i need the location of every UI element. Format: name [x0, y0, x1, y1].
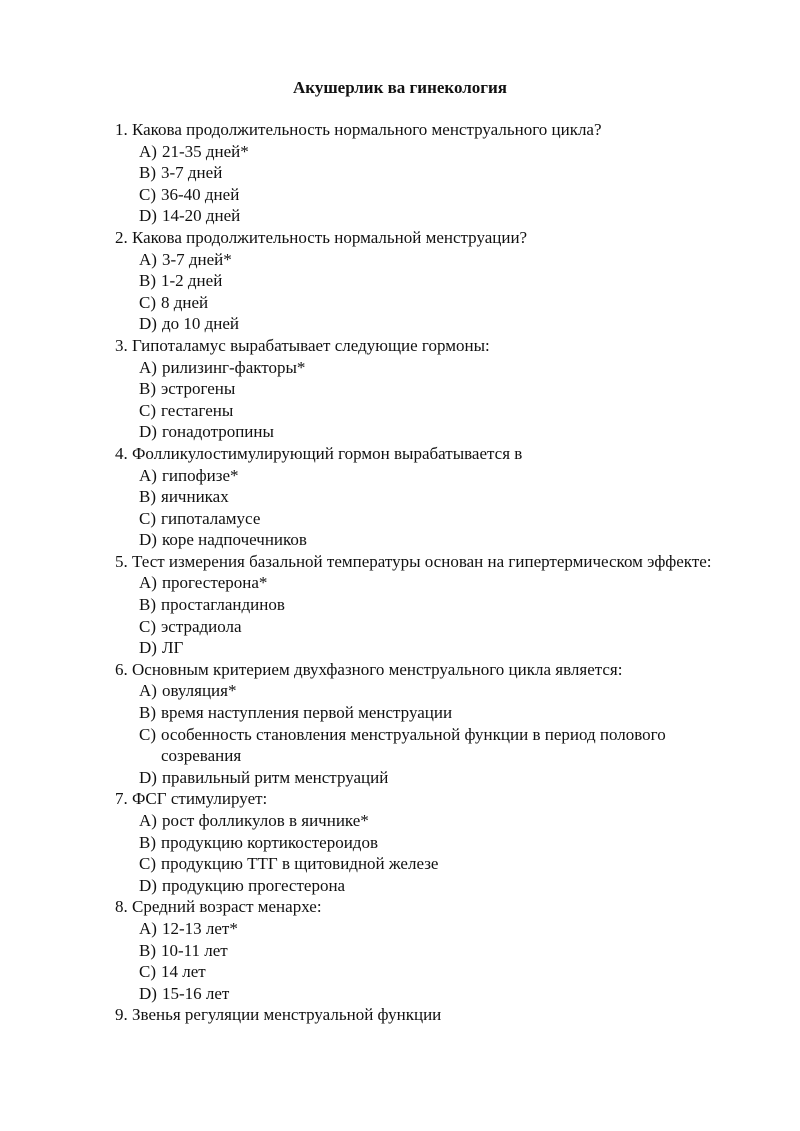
option-text: 8 дней	[161, 292, 209, 312]
question-text: 1. Какова продолжительность нормального менструального цикла?	[115, 120, 602, 139]
answer-option	[139, 680, 735, 702]
answer-option	[139, 853, 735, 875]
question-9	[115, 1004, 735, 1026]
answer-option	[139, 508, 735, 530]
option-letter: A)	[139, 357, 157, 377]
answer-option	[139, 940, 735, 962]
answer-option	[139, 141, 735, 163]
option-text: 36-40 дней	[161, 184, 240, 204]
option-letter: C)	[139, 292, 156, 312]
option-text: 3-7 дней*	[161, 249, 232, 269]
option-letter: C)	[139, 724, 156, 744]
answer-option	[139, 400, 735, 422]
answer-option	[139, 249, 735, 271]
option-text: гестагены	[161, 400, 234, 420]
question-text: 5. Тест измерения базальной температуры основан на гипертермическом эффекте:	[115, 551, 712, 571]
document-title: Акушерлик ва гинекология	[292, 78, 508, 97]
option-text: 3-7 дней	[161, 163, 223, 183]
option-letter: C)	[139, 508, 156, 528]
question-2	[115, 227, 735, 335]
option-letter: D)	[139, 530, 157, 550]
answer-option	[139, 918, 735, 940]
option-letter: A)	[139, 249, 157, 269]
option-text: рилизинг-факторы*	[161, 357, 306, 377]
option-text: 14-20 дней	[161, 206, 241, 226]
question-text: 6. Основным критерием двухфазного менструального цикла является:	[115, 659, 623, 679]
option-letter: C)	[139, 616, 156, 636]
option-letter: D)	[139, 638, 157, 658]
option-letter: B)	[139, 832, 156, 852]
question-1	[115, 119, 735, 227]
option-text: гипоталамусе	[161, 508, 261, 528]
option-text: до 10 дней	[161, 314, 239, 334]
option-text: особенность становления менструальной функции в период полового созревания	[161, 724, 666, 766]
option-letter: D)	[139, 422, 157, 442]
option-text: ЛГ	[161, 638, 184, 658]
question-7	[115, 788, 735, 896]
answer-option	[139, 357, 735, 379]
option-text: 12-13 лет*	[161, 918, 238, 938]
option-letter: B)	[139, 595, 156, 615]
option-letter: B)	[139, 940, 156, 960]
option-text: 15-16 лет	[161, 983, 230, 1003]
answer-option	[139, 205, 735, 227]
option-letter: A)	[139, 681, 157, 701]
option-letter: B)	[139, 703, 156, 723]
question-text: 7. ФСГ стимулирует:	[115, 789, 268, 809]
option-text: яичниках	[161, 487, 229, 507]
option-letter: A)	[139, 811, 157, 830]
option-letter: A)	[139, 465, 157, 485]
question-6	[115, 659, 735, 789]
option-text: правильный ритм менструаций	[161, 767, 389, 787]
option-letter: A)	[139, 141, 157, 161]
question-3	[115, 335, 735, 443]
answer-option	[139, 594, 735, 616]
option-letter: B)	[139, 271, 156, 291]
option-text: продукцию прогестерона	[161, 875, 346, 895]
answer-option	[139, 529, 735, 551]
question-list	[115, 119, 735, 1026]
option-text: гипофизе*	[161, 465, 239, 485]
option-text: коре надпочечников	[161, 530, 307, 550]
option-text: продукцию кортикостероидов	[161, 832, 378, 852]
answer-option	[139, 465, 735, 487]
answer-option	[139, 486, 735, 508]
option-text: 10-11 лет	[161, 940, 228, 960]
answer-option	[139, 767, 735, 789]
option-letter: C)	[139, 854, 156, 874]
option-letter: C)	[139, 400, 156, 420]
option-letter: A)	[139, 918, 157, 938]
option-text: рост фолликулов в яичнике*	[161, 811, 369, 830]
option-text: овуляция*	[161, 681, 237, 701]
answer-option	[139, 832, 735, 854]
question-4	[115, 443, 735, 551]
option-letter: B)	[139, 379, 156, 399]
answer-option	[139, 378, 735, 400]
answer-option	[139, 724, 735, 767]
option-text: 1-2 дней	[161, 271, 223, 291]
option-text: эстрадиола	[161, 616, 242, 636]
option-letter: D)	[139, 875, 157, 895]
option-letter: D)	[139, 767, 157, 787]
answer-option	[139, 270, 735, 292]
answer-option	[139, 702, 735, 724]
answer-option	[139, 421, 735, 443]
answer-option	[139, 875, 735, 897]
answer-option	[139, 572, 735, 594]
option-text: эстрогены	[161, 379, 236, 399]
option-letter: B)	[139, 487, 156, 507]
question-text: 4. Фолликулостимулирующий гормон вырабатывается в	[115, 443, 523, 463]
answer-option	[139, 313, 735, 335]
option-text: гонадотропины	[161, 422, 274, 442]
question-text: 2. Какова продолжительность нормальной менструации?	[115, 227, 528, 247]
answer-option	[139, 637, 735, 659]
question-text: 9. Звенья регуляции менструальной функции	[115, 1005, 442, 1025]
option-text: 21-35 дней*	[161, 141, 249, 161]
answer-option	[139, 616, 735, 638]
question-5	[115, 551, 735, 659]
answer-option	[139, 983, 735, 1005]
answer-option	[139, 292, 735, 314]
option-text: прогестерона*	[161, 573, 268, 593]
answer-option	[139, 184, 735, 206]
answer-option	[139, 162, 735, 184]
option-text: время наступления первой менструации	[161, 703, 453, 723]
answer-option	[139, 961, 735, 983]
question-text: 8. Средний возраст менархе:	[115, 897, 322, 917]
option-letter: D)	[139, 983, 157, 1003]
option-letter: A)	[139, 573, 157, 593]
option-text: простагландинов	[161, 595, 285, 615]
option-letter: D)	[139, 314, 157, 334]
option-text: 14 лет	[161, 962, 206, 982]
option-letter: C)	[139, 962, 156, 982]
option-letter: B)	[139, 163, 156, 183]
option-text: продукцию ТТГ в щитовидной железе	[161, 854, 439, 874]
answer-option	[139, 810, 735, 832]
question-text: 3. Гипоталамус вырабатывает следующие гормоны:	[115, 335, 490, 355]
question-8	[115, 896, 735, 1004]
option-letter: C)	[139, 184, 156, 204]
option-letter: D)	[139, 206, 157, 226]
